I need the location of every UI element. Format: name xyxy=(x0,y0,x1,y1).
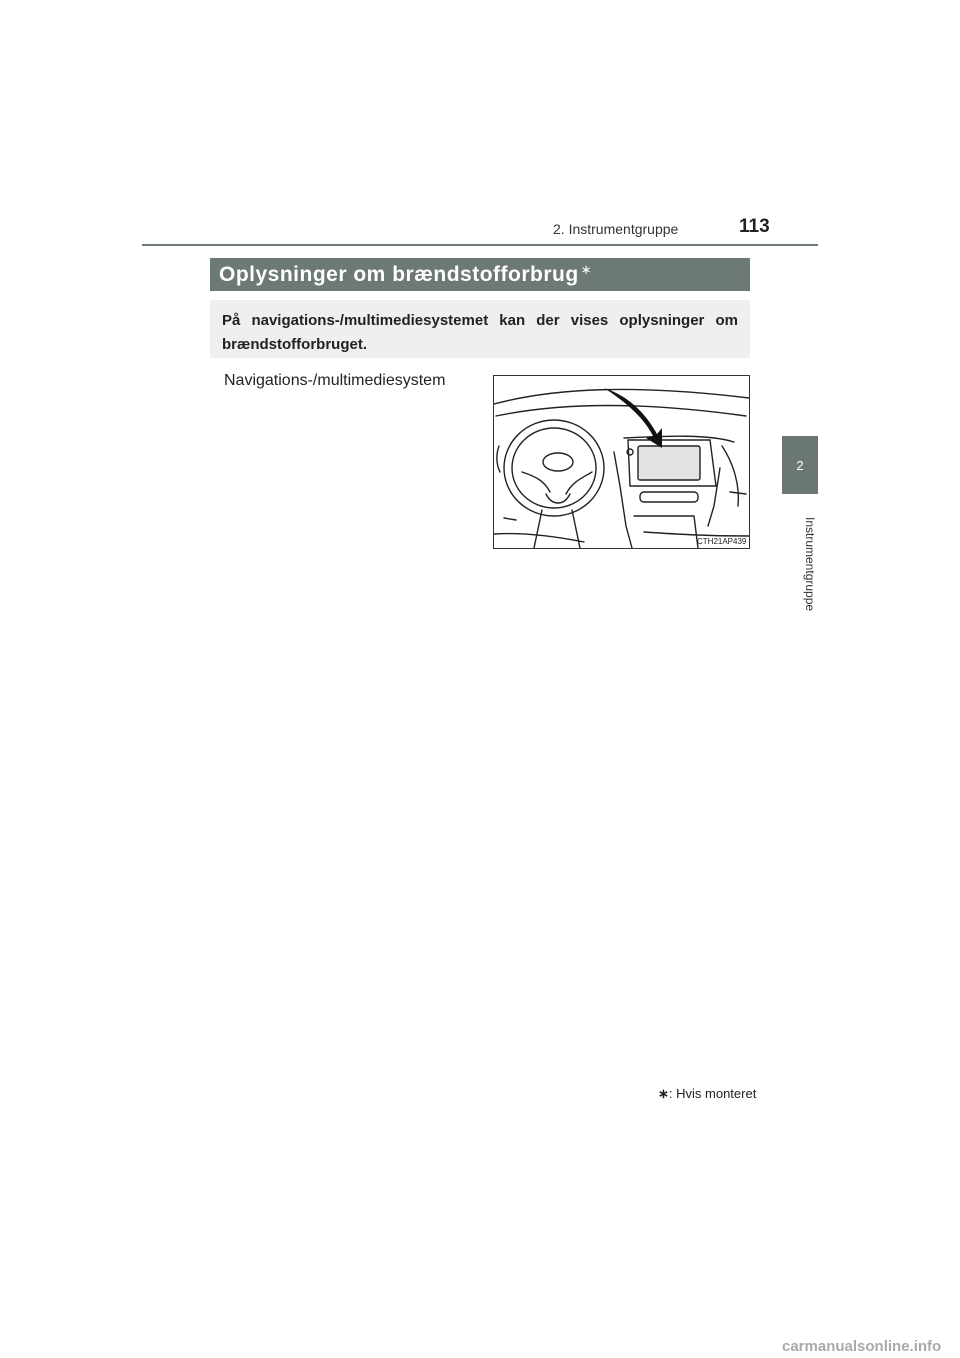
figure-caption: Navigations-/multimediesystem xyxy=(224,372,446,389)
section-title: Oplysninger om brændstofforbrug xyxy=(219,262,579,286)
intro-box: På navigations-/multimediesystemet kan der vises oplysninger om brændstofforbruget. xyxy=(210,300,750,358)
footnote-text: : Hvis monteret xyxy=(668,1086,757,1101)
header-divider xyxy=(142,244,818,246)
header-section-title: 2. Instrumentgruppe xyxy=(553,221,679,237)
watermark: carmanualsonline.info xyxy=(782,1338,942,1355)
page-number: 113 xyxy=(739,216,770,237)
dashboard-illustration xyxy=(493,375,750,549)
chapter-tab-number: 2 xyxy=(796,457,804,473)
chapter-tab-label: Instrumentgruppe xyxy=(803,516,817,612)
section-title-asterisk: ∗ xyxy=(580,261,593,277)
figure-code: CTH21AP439 xyxy=(697,537,747,546)
dashboard-drawing xyxy=(494,376,749,548)
footnote-star: ∗ xyxy=(658,1086,669,1101)
chapter-tab xyxy=(782,436,818,494)
footnote xyxy=(658,1086,756,1102)
section-title-bar xyxy=(210,258,750,291)
